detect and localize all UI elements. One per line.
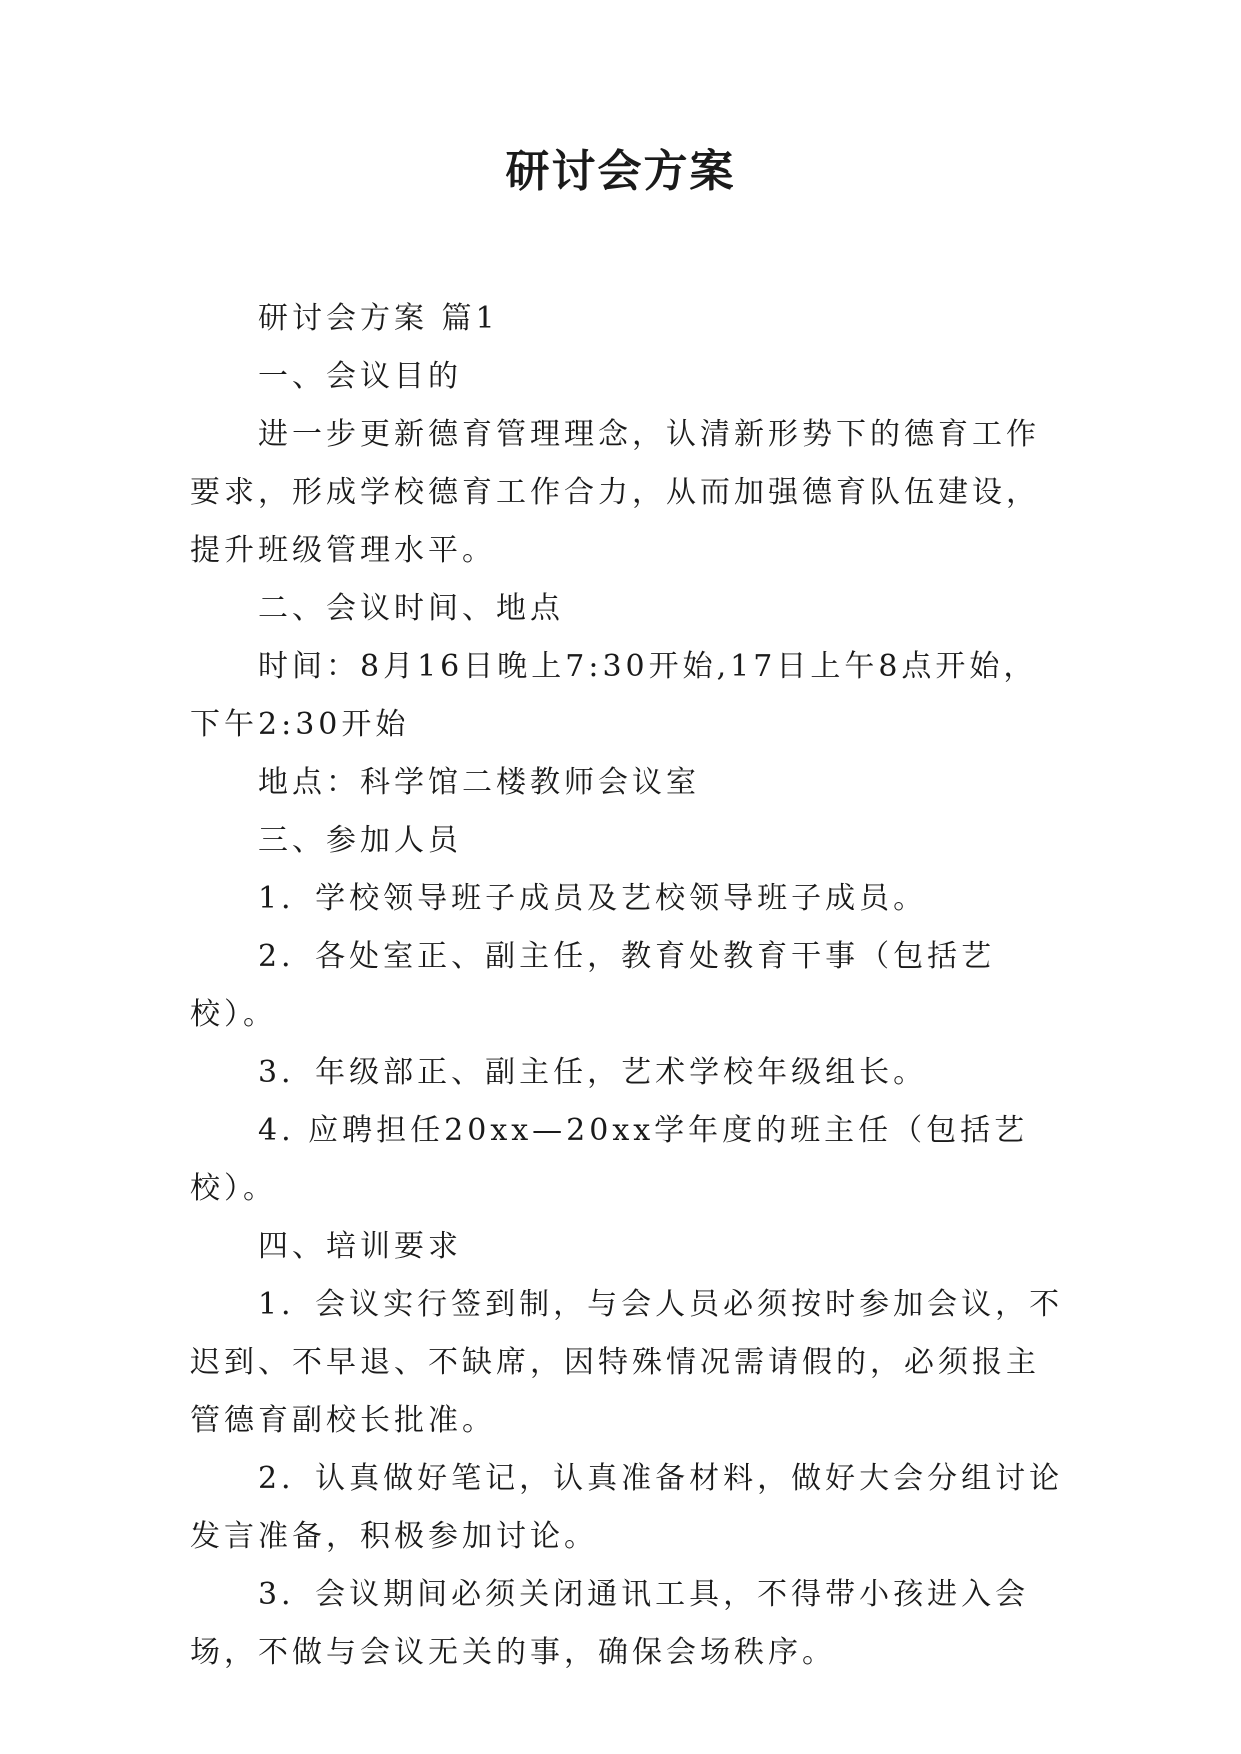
list-item-attendee-4: 4. 应聘担任20xx—20xx学年度的班主任（包括艺校）。 xyxy=(190,1113,1029,1206)
document-body xyxy=(190,290,1070,1682)
list-item-attendee-2: 2．各处室正、副主任，教育处教育干事（包括艺校）。 xyxy=(190,939,996,1032)
paragraph-time: 时间：8月16日晚上7:30开始,17日上午8点开始，下午2:30开始 xyxy=(190,649,1038,742)
list-item-requirement-1: 1．会议实行签到制，与会人员必须按时参加会议，不迟到、不早退、不缺席，因特殊情况需请假的，必须报主管德育副校长批准。 xyxy=(190,1287,1064,1438)
list-item-attendee-3: 3．年级部正、副主任，艺术学校年级组长。 xyxy=(258,1055,928,1090)
section-heading-requirements: 四、培训要求 xyxy=(258,1229,462,1264)
section-heading-attendees: 三、参加人员 xyxy=(258,823,462,858)
list-item-requirement-3: 3．会议期间必须关闭通讯工具，不得带小孩进入会场，不做与会议无关的事，确保会场秩序。 xyxy=(190,1577,1030,1670)
paragraph-heading-part: 研讨会方案 篇1 xyxy=(258,301,499,336)
paragraph-purpose: 进一步更新德育管理理念，认清新形势下的德育工作要求，形成学校德育工作合力，从而加强德育队伍建设，提升班级管理水平。 xyxy=(190,417,1040,568)
document-title: 研讨会方案 xyxy=(505,146,736,197)
list-item-requirement-2: 2．认真做好笔记，认真准备材料，做好大会分组讨论发言准备，积极参加讨论。 xyxy=(190,1461,1064,1554)
section-heading-purpose: 一、会议目的 xyxy=(258,359,462,394)
list-item-attendee-1: 1．学校领导班子成员及艺校领导班子成员。 xyxy=(258,881,928,916)
section-heading-time-place: 二、会议时间、地点 xyxy=(258,591,564,626)
paragraph-place: 地点：科学馆二楼教师会议室 xyxy=(258,765,700,800)
